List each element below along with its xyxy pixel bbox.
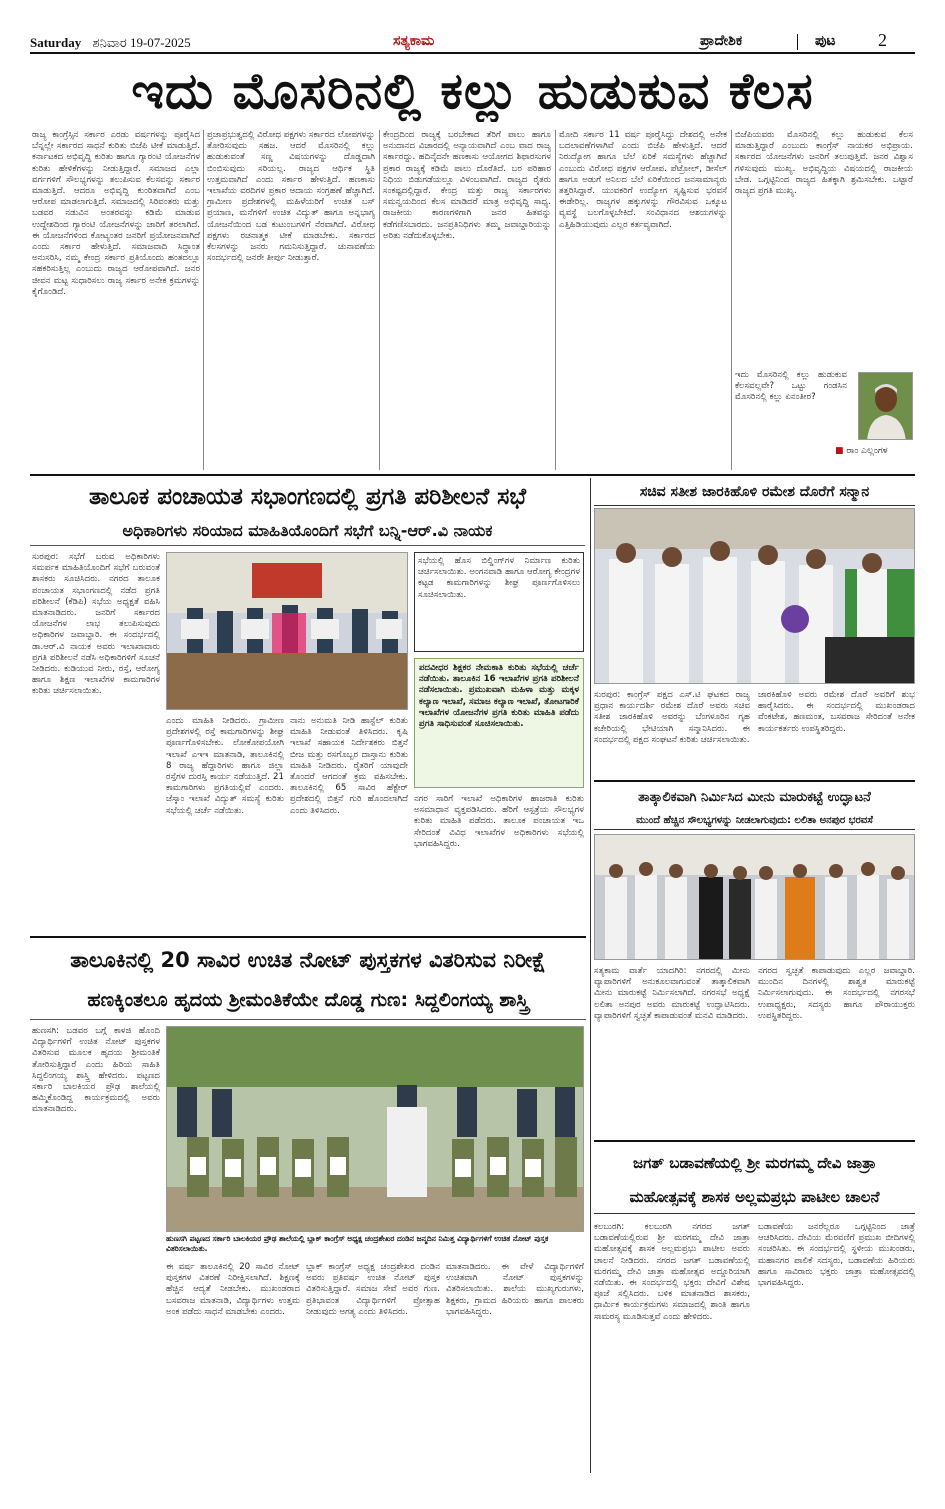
students-photo-icon — [167, 1027, 584, 1232]
story3-headline: ತಾಲೂಕಿನಲ್ಲಿ 20 ಸಾವಿರ ಉಚಿತ ನೋಟ್ ಪುಸ್ತಕಗಳ ವಿತರಿಸುವ ನಿರೀಕ್ಷೆ — [70, 948, 546, 972]
story3-column-3: ಬ್ಲಾಕ್ ಕಾಂಗ್ರೆಸ್ ಅಧ್ಯಕ್ಷ ಚಂದ್ರಶೇಖರ ದಂಡಿನ ಅವರು ಪ್ರತಿವರ್ಷ ಉಚಿತ ನೋಟ್ ಪುಸ್ತಕ ವಿತರಿಸುತ್ತಿದ್ದಾರೆ. ಸಮಾಜ ಸೇವೆ ಅವರ ಗುಣ. ಪ್ರತಿಭಾವಂತ ವಿದ್ಯಾರ್ಥಿಗಳಿಗೆ ಪ್ರೋತ್ಸಾಹ ನೀಡುವುದು ಅಗತ್ಯ ಎಂದು ತಿಳಿಸಿದರು. — [306, 1262, 440, 1317]
sidebar1-left-text: ಸುರಪುರ: ಕಾಂಗ್ರೆಸ್ ಪಕ್ಷದ ಎಸ್.ಟಿ ಘಟಕದ ರಾಜ್ಯ ಪ್ರಧಾನ ಕಾರ್ಯದರ್ಶಿ ರಮೇಶ ದೊರೆ ಅವರು ಸಚಿವ ಸತೀಶ ಜಾರಕಿಹೊಳಿ ಅವರನ್ನು ಬೆಂಗಳೂರಿನ ಗೃಹ ಕಚೇರಿಯಲ್ಲಿ ಭೇಟಿಯಾಗಿ ಸನ್ಮಾನಿಸಿದರು. ಈ ಸಂದರ್ಭದಲ್ಲಿ ಪಕ್ಷದ ಸಂಘಟನೆ ಕುರಿತು ಚರ್ಚಿಸಲಾಯಿತು. — [594, 690, 750, 745]
lead-column-3: ಕೇಂದ್ರದಿಂದ ರಾಜ್ಯಕ್ಕೆ ಬರಬೇಕಾದ ತೆರಿಗೆ ಪಾಲು ಹಾಗೂ ಅನುದಾನದ ವಿಚಾರದಲ್ಲಿ ಅನ್ಯಾಯವಾಗಿದೆ ಎಂಬ ವಾದ ರಾಜ್ಯ ಸರ್ಕಾರದ್ದು. ಹದಿನೈದನೇ ಹಣಕಾಸು ಆಯೋಗದ ಶಿಫಾರಸುಗಳ ಪ್ರಕಾರ ರಾಜ್ಯಕ್ಕೆ ಕಡಿಮೆ ಪಾಲು ದೊರೆತಿದೆ. ಬರ ಪರಿಹಾರ ನಿಧಿಯ ಬಿಡುಗಡೆಯಲ್ಲೂ ವಿಳಂಬವಾಗಿದೆ. ರಾಜ್ಯದ ರೈತರು ಸಂಕಷ್ಟದಲ್ಲಿದ್ದಾರೆ. ಕೇಂದ್ರ ಮತ್ತು ರಾಜ್ಯ ಸರ್ಕಾರಗಳು ಸಮನ್ವಯದಿಂದ ಕೆಲಸ ಮಾಡಿದರೆ ಮಾತ್ರ ಅಭಿವೃದ್ಧಿ ಸಾಧ್ಯ. ರಾಜಕೀಯ ಕಾರಣಗಳಿಗಾಗಿ ಜನರ ಹಿತವನ್ನು ಕಡೆಗಣಿಸಬಾರದು. ಜನಪ್ರತಿನಿಧಿಗಳು ತಮ್ಮ ಜವಾಬ್ದಾರಿಯನ್ನು ಅರಿತು ನಡೆದುಕೊಳ್ಳಬೇಕು. — [383, 130, 551, 241]
byline-bullet-icon: ■ — [835, 446, 844, 456]
story3-subheadline: ಹಣಕ್ಕಿಂತಲೂ ಹೃದಯ ಶ್ರೀಮಂತಿಕೆಯೇ ದೊಡ್ಡ ಗುಣ: ಸಿದ್ದಲಿಂಗಯ್ಯ ಶಾಸ್ತ್ರಿ — [30, 980, 586, 1020]
story2-column-4: ನಗರ ಸಾರಿಗೆ ಇಲಾಖೆ ಅಧಿಕಾರಿಗಳ ಹಾಜರಾತಿ ಕುರಿತು ಅಸಮಾಧಾನ ವ್ಯಕ್ತಪಡಿಸಿದರು. ಹೆರಿಗೆ ಆಸ್ಪತ್ರೆಯ ಸೌಲಭ್ಯಗಳ ಕುರಿತು ಮಾಹಿತಿ ಪಡೆದರು. ತಾಲೂಕ ಪಂಚಾಯತ ಇಒ ಸೇರಿದಂತೆ ವಿವಿಧ ಇಲಾಖೆಗಳ ಅಧಿಕಾರಿಗಳು ಸಭೆಯಲ್ಲಿ ಭಾಗವಹಿಸಿದ್ದರು. — [414, 794, 584, 849]
column-divider — [731, 130, 732, 470]
masthead-date: ಶನಿವಾರ 19-07-2025 — [92, 35, 191, 50]
author-byline — [835, 446, 915, 456]
masthead-rule — [30, 52, 915, 54]
story2-photo — [166, 552, 408, 710]
sidebar3-right-text: ಬಡಾವಣೆಯ ಜನರೆಲ್ಲರೂ ಒಗ್ಗಟ್ಟಿನಿಂದ ಜಾತ್ರೆ ಆಚರಿಸಿದರು. ದೇವಿಯ ಮೆರವಣಿಗೆ ಪ್ರಮುಖ ಬೀದಿಗಳಲ್ಲಿ ಸಂಚರಿಸಿತು. ಈ ಸಂದರ್ಭದಲ್ಲಿ ಸ್ಥಳೀಯ ಮುಖಂಡರು, ಮಹಾನಗರ ಪಾಲಿಕೆ ಸದಸ್ಯರು, ಬಡಾವಣೆಯ ಹಿರಿಯರು ಹಾಗೂ ಸಾವಿರಾರು ಭಕ್ತರು ಜಾತ್ರಾ ಮಹೋತ್ಸವದಲ್ಲಿ ಭಾಗವಹಿಸಿದ್ದರು. — [758, 1222, 915, 1289]
story3-column-2: ಈ ವರ್ಷ ತಾಲೂಕಿನಲ್ಲಿ 20 ಸಾವಿರ ನೋಟ್ ಪುಸ್ತಕಗಳ ವಿತರಣೆ ನಿರೀಕ್ಷಿಸಲಾಗಿದೆ. ಶಿಕ್ಷಣಕ್ಕೆ ಹೆಚ್ಚಿನ ಆದ್ಯತೆ ನೀಡಬೇಕು. ಮುಖಂಡರಾದ ಬಸವರಾಜ ಮಾತನಾಡಿ, ವಿದ್ಯಾರ್ಥಿಗಳು ಉತ್ತಮ ಅಂಕ ಪಡೆದು ಸಾಧನೆ ಮಾಡಬೇಕು ಎಂದರು. — [166, 1262, 300, 1317]
sidebar1-title: ಸಚಿವ ಸತೀಶ ಜಾರಕಿಹೊಳಿ ರಮೇಶ ದೊರೆಗೆ ಸನ್ಮಾನ — [594, 478, 915, 506]
sidebar2-photo — [594, 834, 915, 960]
sidebar3-title-line2: ಮಹೋತ್ಸವಕ್ಕೆ ಶಾಸಕ ಅಲ್ಲಮಪ್ರಭು ಪಾಟೀಲ ಚಾಲನೆ — [594, 1180, 915, 1214]
masthead-divider — [797, 34, 798, 50]
column-divider — [203, 130, 204, 470]
masthead-logo: ಸತ್ಯಕಾಮ — [393, 33, 435, 49]
section-rule — [30, 474, 915, 476]
author-portrait-icon — [859, 373, 913, 440]
lead-column-2: ಪ್ರಜಾಪ್ರಭುತ್ವದಲ್ಲಿ ವಿರೋಧ ಪಕ್ಷಗಳು ಸರ್ಕಾರದ ಲೋಪಗಳನ್ನು ತೋರಿಸುವುದು ಸಹಜ. ಆದರೆ ಮೊಸರಿನಲ್ಲಿ ಕಲ್ಲು ಹುಡುಕುವಂತೆ ಸಣ್ಣ ವಿಷಯಗಳನ್ನು ದೊಡ್ಡದಾಗಿ ಬಿಂಬಿಸುವುದು ಸರಿಯಲ್ಲ. ರಾಜ್ಯದ ಆರ್ಥಿಕ ಸ್ಥಿತಿ ಉತ್ತಮವಾಗಿದೆ ಎಂದು ಸರ್ಕಾರ ಹೇಳುತ್ತಿದೆ. ಹಣಕಾಸು ಇಲಾಖೆಯ ವರದಿಗಳ ಪ್ರಕಾರ ಆದಾಯ ಸಂಗ್ರಹಣೆ ಹೆಚ್ಚಾಗಿದೆ. ಗ್ರಾಮೀಣ ಪ್ರದೇಶಗಳಲ್ಲಿ ಮಹಿಳೆಯರಿಗೆ ಉಚಿತ ಬಸ್ ಪ್ರಯಾಣ, ಮನೆಗಳಿಗೆ ಉಚಿತ ವಿದ್ಯುತ್ ಹಾಗೂ ಅನ್ನಭಾಗ್ಯ ಯೋಜನೆಯಿಂದ ಬಡ ಕುಟುಂಬಗಳಿಗೆ ನೆರವಾಗಿದೆ. ವಿರೋಧ ಪಕ್ಷಗಳು ರಚನಾತ್ಮಕ ಟೀಕೆ ಮಾಡಬೇಕು. ಸರ್ಕಾರದ ಕೆಲಸಗಳನ್ನು ಜನರು ಗಮನಿಸುತ್ತಿದ್ದಾರೆ. ಚುನಾವಣೆಯ ಸಂದರ್ಭದಲ್ಲಿ ಜನರೇ ತೀರ್ಪು ನೀಡುತ್ತಾರೆ. — [207, 130, 375, 264]
sidebar2-right-text: ನಗರದ ಸ್ವಚ್ಛತೆ ಕಾಪಾಡುವುದು ಎಲ್ಲರ ಜವಾಬ್ದಾರಿ. ಮುಂದಿನ ದಿನಗಳಲ್ಲಿ ಶಾಶ್ವತ ಮಾರುಕಟ್ಟೆ ನಿರ್ಮಿಸಲಾಗುವುದು. ಈ ಸಂದರ್ಭದಲ್ಲಿ ನಗರಸಭೆ ಉಪಾಧ್ಯಕ್ಷರು, ಸದಸ್ಯರು ಹಾಗೂ ಪೌರಾಯುಕ್ತರು ಉಪಸ್ಥಿತರಿದ್ದರು. — [758, 966, 915, 1021]
felicitation-photo-icon — [595, 509, 915, 684]
story2-headline: ತಾಲೂಕ ಪಂಚಾಯತ ಸಭಾಂಗಣದಲ್ಲಿ ಪ್ರಗತಿ ಪರಿಶೀಲನೆ ಸಭೆ — [88, 484, 527, 510]
market-opening-photo-icon — [595, 835, 915, 960]
story2-column-2: ಎಂದು ಮಾಹಿತಿ ನೀಡಿದರು. ಗ್ರಾಮೀಣ ಪ್ರದೇಶಗಳಲ್ಲಿ ರಸ್ತೆ ಕಾಮಗಾರಿಗಳನ್ನು ಶೀಘ್ರ ಪೂರ್ಣಗೊಳಿಸಬೇಕು. ಲೋಕೋಪಯೋಗಿ ಇಲಾಖೆ ಎಇಇ ಮಾತನಾಡಿ, ತಾಲೂಕಿನಲ್ಲಿ 8 ರಾಜ್ಯ ಹೆದ್ದಾರಿಗಳು ಹಾಗೂ ಜಿಲ್ಲಾ ರಸ್ತೆಗಳ ದುರಸ್ತಿ ಕಾರ್ಯ ನಡೆಯುತ್ತಿದೆ. 21 ಕಾಮಗಾರಿಗಳು ಪ್ರಗತಿಯಲ್ಲಿವೆ ಎಂದರು. ಜೆಸ್ಕಾಂ ಇಲಾಖೆ ವಿದ್ಯುತ್ ಸಮಸ್ಯೆ ಕುರಿತು ಸಭೆಯಲ್ಲಿ ಚರ್ಚೆ ನಡೆಯಿತು. — [166, 716, 284, 816]
sidebar1-right-text: ಜಾರಕಿಹೊಳಿ ಅವರು ರಮೇಶ ದೊರೆ ಅವರಿಗೆ ಶುಭ ಹಾರೈಸಿದರು. ಈ ಸಂದರ್ಭದಲ್ಲಿ ಮುಖಂಡರಾದ ವೆಂಕಟೇಶ, ಹಣಮಂತ, ಬಸವರಾಜ ಸೇರಿದಂತೆ ಅನೇಕ ಕಾರ್ಯಕರ್ತರು ಉಪಸ್ಥಿತರಿದ್ದರು. — [758, 690, 915, 734]
lead-column-4: ಮೋದಿ ಸರ್ಕಾರ 11 ವರ್ಷ ಪೂರೈಸಿದ್ದು ದೇಶದಲ್ಲಿ ಅನೇಕ ಬದಲಾವಣೆಗಳಾಗಿವೆ ಎಂದು ಬಿಜೆಪಿ ಹೇಳುತ್ತಿದೆ. ಆದರೆ ನಿರುದ್ಯೋಗ ಹಾಗೂ ಬೆಲೆ ಏರಿಕೆ ಸಮಸ್ಯೆಗಳು ಹೆಚ್ಚಾಗಿವೆ ಎಂಬುದು ವಿರೋಧ ಪಕ್ಷಗಳ ಆರೋಪ. ಪೆಟ್ರೋಲ್, ಡೀಸೆಲ್ ಹಾಗೂ ಅಡುಗೆ ಅನಿಲದ ಬೆಲೆ ಏರಿಕೆಯಿಂದ ಜನಸಾಮಾನ್ಯರು ತತ್ತರಿಸಿದ್ದಾರೆ. ಯುವಕರಿಗೆ ಉದ್ಯೋಗ ಸೃಷ್ಟಿಸುವ ಭರವಸೆ ಈಡೇರಿಲ್ಲ. ರಾಜ್ಯಗಳ ಹಕ್ಕುಗಳನ್ನು ಗೌರವಿಸುವ ಒಕ್ಕೂಟ ವ್ಯವಸ್ಥೆ ಬಲಗೊಳ್ಳಬೇಕಿದೆ. ಸಂವಿಧಾನದ ಆಶಯಗಳನ್ನು ಎತ್ತಿಹಿಡಿಯುವುದು ಎಲ್ಲರ ಕರ್ತವ್ಯವಾಗಿದೆ. — [559, 130, 727, 230]
story2-green-box: ಪದವೀಧರ ಶಿಕ್ಷಕರ ನೇಮಕಾತಿ ಕುರಿತು ಸಭೆಯಲ್ಲಿ ಚರ್ಚೆ ನಡೆಯಿತು. ತಾಲೂಕಿನ 16 ಇಲಾಖೆಗಳ ಪ್ರಗತಿ ಪರಿಶೀಲನೆ ನಡೆಸಲಾಯಿತು. ಪ್ರಮುಖವಾಗಿ ಮಹಿಳಾ ಮತ್ತು ಮಕ್ಕಳ ಕಲ್ಯಾಣ ಇಲಾಖೆ, ಸಮಾಜ ಕಲ್ಯಾಣ ಇಲಾಖೆ, ತೋಟಗಾರಿಕೆ ಇಲಾಖೆಗಳ ಯೋಜನೆಗಳ ಪ್ರಗತಿ ಕುರಿತು ಮಾಹಿತಿ ಪಡೆದು ಪ್ರಗತಿ ಸಾಧಿಸುವಂತೆ ಸೂಚಿಸಲಾಯಿತು. — [414, 658, 584, 788]
sidebar2-left-text: ಸತ್ಯಕಾಮ ವಾರ್ತೆ ಯಾದಗಿರಿ: ನಗರದಲ್ಲಿ ಮೀನು ವ್ಯಾಪಾರಿಗಳಿಗೆ ಅನುಕೂಲವಾಗುವಂತೆ ತಾತ್ಕಾಲಿಕವಾಗಿ ಮೀನು ಮಾರುಕಟ್ಟೆ ನಿರ್ಮಿಸಲಾಗಿದೆ. ನಗರಸಭೆ ಅಧ್ಯಕ್ಷೆ ಲಲಿತಾ ಅನಪುರ ಅವರು ಮಾರುಕಟ್ಟೆ ಉದ್ಘಾಟಿಸಿದರು. ವ್ಯಾಪಾರಿಗಳಿಗೆ ಸ್ವಚ್ಛತೆ ಕಾಪಾಡುವಂತೆ ಮನವಿ ಮಾಡಿದರು. — [594, 966, 750, 1021]
masthead-day: Saturday — [30, 35, 82, 50]
story3-rule — [30, 936, 586, 938]
sidebar-divider — [590, 478, 591, 1473]
sidebar3-title-line1: ಜಗತ್ ಬಡಾವಣೆಯಲ್ಲಿ ಶ್ರೀ ಮರಗಮ್ಮ ದೇವಿ ಜಾತ್ರಾ — [594, 1146, 915, 1180]
author-name: ರಾಂ ಎಲ್ಲಂಗಳ — [846, 446, 888, 456]
story2-subheadline: ಅಧಿಕಾರಿಗಳು ಸರಿಯಾದ ಮಾಹಿತಿಯೊಂದಿಗೆ ಸಭೆಗೆ ಬನ್ನಿ-ಆರ್.ವಿ ನಾಯಕ — [30, 516, 585, 546]
masthead-page-number: 2 — [878, 30, 887, 50]
story2-bulletin: ಸಭೆಯಲ್ಲಿ ಹೊಸ ಬಿಲ್ಡಿಂಗ್‌ಗಳ ನಿರ್ಮಾಣ ಕುರಿತು ಚರ್ಚಿಸಲಾಯಿತು. ಅಂಗನವಾಡಿ ಹಾಗೂ ಆರೋಗ್ಯ ಕೇಂದ್ರಗಳ ಕಟ್ಟಡ ಕಾಮಗಾರಿಗಳನ್ನು ಶೀಘ್ರ ಪೂರ್ಣಗೊಳಿಸಲು ಸೂಚಿಸಲಾಯಿತು. — [414, 552, 584, 652]
lead-headline: ಇದು ಮೊಸರಿನಲ್ಲಿ ಕಲ್ಲು ಹುಡುಕುವ ಕೆಲಸ — [131, 62, 814, 120]
masthead-page-label: ಪುಟ — [815, 33, 836, 49]
masthead-section: ಪ್ರಾದೇಶಿಕ — [700, 33, 743, 49]
sidebar1-photo — [594, 508, 915, 684]
lead-column-1: ರಾಜ್ಯ ಕಾಂಗ್ರೆಸ್ಸಿನ ಸರ್ಕಾರ ಎರಡು ವರ್ಷಗಳನ್ನು ಪೂರೈಸಿದ ಬೆನ್ನಲ್ಲೇ ಸರ್ಕಾರದ ಸಾಧನೆ ಕುರಿತು ಬಿಜೆಪಿ ಟೀಕೆ ಮಾಡುತ್ತಿದೆ. ಕರ್ನಾಟಕದ ಅಭಿವೃದ್ಧಿ ಕುರಿತು ಹಾಗೂ ಗ್ಯಾರಂಟಿ ಯೋಜನೆಗಳ ಕುರಿತು ಹೇಳಿಕೆಗಳನ್ನು ನೀಡುತ್ತಿದ್ದಾರೆ. ಸಮಾಜದ ಎಲ್ಲಾ ವರ್ಗಗಳಿಗೆ ಸೌಲಭ್ಯಗಳನ್ನು ತಲುಪಿಸುವ ಕೆಲಸವನ್ನು ಸರ್ಕಾರ ಮಾಡುತ್ತಿದೆ. ಆದರೂ ಅಭಿವೃದ್ಧಿ ಕುಂಠಿತವಾಗಿದೆ ಎಂಬ ಆರೋಪ ಮಾಡಲಾಗುತ್ತಿದೆ. ಸಮಾಜದಲ್ಲಿ ಸಿರಿವಂತರು ಮತ್ತು ಬಡವರ ನಡುವಿನ ಅಂತರವನ್ನು ಕಡಿಮೆ ಮಾಡುವ ಉದ್ದೇಶದಿಂದ ಗ್ಯಾರಂಟಿ ಯೋಜನೆಗಳನ್ನು ಜಾರಿಗೆ ತರಲಾಗಿದೆ. ಈ ಯೋಜನೆಗಳಿಂದ ಕೋಟ್ಯಂತರ ಜನರಿಗೆ ಪ್ರಯೋಜನವಾಗಿದೆ ಎಂದು ಸರ್ಕಾರ ಹೇಳುತ್ತಿದೆ. ಸಮಾಜವಾದಿ ಸಿದ್ಧಾಂತ ಅನುಸರಿಸಿ, ನಮ್ಮ ಕೇಂದ್ರ ಸರ್ಕಾರ ಪ್ರತಿಯೊಂದು ಹಂತದಲ್ಲೂ ಸಹಕರಿಸುತ್ತಿಲ್ಲ ಎಂಬುದು ರಾಜ್ಯದ ಆರೋಪವಾಗಿದೆ. ಜನರ ಜೀವನ ಮಟ್ಟ ಸುಧಾರಿಸಲು ರಾಜ್ಯ ಸರ್ಕಾರ ಅನೇಕ ಕ್ರಮಗಳನ್ನು ಕೈಗೊಂಡಿದೆ. — [32, 130, 200, 297]
lead-column-5: ಬಿಜೆಪಿಯವರು ಮೊಸರಿನಲ್ಲಿ ಕಲ್ಲು ಹುಡುಕುವ ಕೆಲಸ ಮಾಡುತ್ತಿದ್ದಾರೆ ಎಂಬುದು ಕಾಂಗ್ರೆಸ್ ನಾಯಕರ ಅಭಿಪ್ರಾಯ. ಸರ್ಕಾರದ ಯೋಜನೆಗಳು ಜನರಿಗೆ ತಲುಪುತ್ತಿವೆ. ಜನರ ವಿಶ್ವಾಸ ಗಳಿಸುವುದು ಮುಖ್ಯ. ಅಭಿವೃದ್ಧಿಯ ವಿಷಯದಲ್ಲಿ ರಾಜಕೀಯ ಬೇಡ. ಒಗ್ಗಟ್ಟಿನಿಂದ ರಾಜ್ಯದ ಹಿತಕ್ಕಾಗಿ ಶ್ರಮಿಸಬೇಕು. ಒಟ್ಟಾರೆ ರಾಜ್ಯದ ಪ್ರಗತಿ ಮುಖ್ಯ. — [735, 130, 913, 197]
sidebar2-subtitle: ಮುಂದೆ ಹೆಚ್ಚಿನ ಸೌಲಭ್ಯಗಳನ್ನು ನೀಡಲಾಗುವುದು: ಲಲಿತಾ ಅನಪುರ ಭರವಸೆ — [594, 812, 915, 830]
story3-photo — [166, 1026, 584, 1232]
story3-column-1: ಹುಣಸಗಿ: ಬಡವರ ಬಗ್ಗೆ ಕಾಳಜಿ ಹೊಂದಿ ವಿದ್ಯಾರ್ಥಿಗಳಿಗೆ ಉಚಿತ ನೋಟ್ ಪುಸ್ತಕಗಳ ವಿತರಿಸುವ ಮೂಲಕ ಹೃದಯ ಶ್ರೀಮಂತಿಕೆ ತೋರಿಸುತ್ತಿದ್ದಾರೆ ಎಂದು ಹಿರಿಯ ಸಾಹಿತಿ ಸಿದ್ದಲಿಂಗಯ್ಯ ಶಾಸ್ತ್ರಿ ಹೇಳಿದರು. ಪಟ್ಟಣದ ಸರ್ಕಾರಿ ಬಾಲಕಿಯರ ಪ್ರೌಢ ಶಾಲೆಯಲ್ಲಿ ಹಮ್ಮಿಕೊಂಡಿದ್ದ ಕಾರ್ಯಕ್ರಮದಲ್ಲಿ ಅವರು ಮಾತನಾಡಿದರು. — [32, 1026, 160, 1115]
column-divider — [379, 130, 380, 470]
story3-column-4: ಮಾತನಾಡಿದರು. ಈ ವೇಳೆ ವಿದ್ಯಾರ್ಥಿಗಳಿಗೆ ಉಚಿತವಾಗಿ ನೋಟ್ ಪುಸ್ತಕಗಳನ್ನು ವಿತರಿಸಲಾಯಿತು. ಶಾಲೆಯ ಮುಖ್ಯಗುರುಗಳು, ಶಿಕ್ಷಕರು, ಗ್ರಾಮದ ಹಿರಿಯರು ಹಾಗೂ ಪಾಲಕರು ಭಾಗವಹಿಸಿದ್ದರು. — [446, 1262, 584, 1317]
lead-closing-question: ಇದು ಮೊಸರಿನಲ್ಲಿ ಕಲ್ಲು ಹುಡುಕುವ ಕೆಲಸವಲ್ಲವೇ? ಒಟ್ಟು ಗಂಡಸಿನ ಮೊಸರಿನಲ್ಲಿ ಕಲ್ಲು ಏನಂತೀರ? — [735, 370, 847, 403]
sidebar2-title: ತಾತ್ಕಾಲಿಕವಾಗಿ ನಿರ್ಮಿಸಿದ ಮೀನು ಮಾರುಕಟ್ಟೆ ಉದ್ಘಾಟನೆ — [594, 784, 915, 812]
sidebar3-rule — [594, 1140, 915, 1142]
sidebar1-rule — [594, 780, 915, 782]
story2-column-3: ನಾನು ಅನುಮತಿ ನೀಡಿ ಹಾಸ್ಟೆಲ್ ಕುರಿತು ಮಾಹಿತಿ ನೀಡುವಂತೆ ತಿಳಿಸಿದರು. ಕೃಷಿ ಇಲಾಖೆ ಸಹಾಯಕ ನಿರ್ದೇಶಕರು ಬಿತ್ತನೆ ಬೀಜ ಮತ್ತು ರಸಗೊಬ್ಬರ ದಾಸ್ತಾನು ಕುರಿತು ಮಾಹಿತಿ ನೀಡಿದರು. ರೈತರಿಗೆ ಯಾವುದೇ ತೊಂದರೆ ಆಗದಂತೆ ಕ್ರಮ ವಹಿಸಬೇಕು. ತಾಲೂಕಿನಲ್ಲಿ 65 ಸಾವಿರ ಹೆಕ್ಟೇರ್ ಪ್ರದೇಶದಲ್ಲಿ ಬಿತ್ತನೆ ಗುರಿ ಹೊಂದಲಾಗಿದೆ ಎಂದು ತಿಳಿಸಿದರು. — [290, 716, 408, 816]
sidebar3-left-text: ಕಲಬುರಗಿ: ಕಲಬುರಗಿ ನಗರದ ಜಗತ್ ಬಡಾವಣೆಯಲ್ಲಿರುವ ಶ್ರೀ ಮರಗಮ್ಮ ದೇವಿ ಜಾತ್ರಾ ಮಹೋತ್ಸವಕ್ಕೆ ಶಾಸಕ ಅಲ್ಲಮಪ್ರಭು ಪಾಟೀಲ ಅವರು ಚಾಲನೆ ನೀಡಿದರು. ನಗರದ ಜಗತ್ ಬಡಾವಣೆಯಲ್ಲಿ ಮರಗಮ್ಮ ದೇವಿ ಜಾತ್ರಾ ಮಹೋತ್ಸವ ಅದ್ದೂರಿಯಾಗಿ ನಡೆಯಿತು. ಈ ಸಂದರ್ಭದಲ್ಲಿ ಭಕ್ತರು ದೇವಿಗೆ ವಿಶೇಷ ಪೂಜೆ ಸಲ್ಲಿಸಿದರು. ಬಳಿಕ ಮಾತನಾಡಿದ ಶಾಸಕರು, ಧಾರ್ಮಿಕ ಕಾರ್ಯಕ್ರಮಗಳು ಸಮಾಜದಲ್ಲಿ ಶಾಂತಿ ಹಾಗೂ ಸಾಮರಸ್ಯ ಮೂಡಿಸುತ್ತವೆ ಎಂದು ಹೇಳಿದರು. — [594, 1222, 750, 1322]
story3-photo-caption: ಹುಣಸಗಿ ಪಟ್ಟಣದ ಸರ್ಕಾರಿ ಬಾಲಕಿಯರ ಪ್ರೌಢ ಶಾಲೆಯಲ್ಲಿ ಬ್ಲಾಕ್ ಕಾಂಗ್ರೆಸ್ ಅಧ್ಯಕ್ಷ ಚಂದ್ರಶೇಖರ ದಂಡಿನ ಜನ್ಮದಿನ ನಿಮಿತ್ತ ವಿದ್ಯಾರ್ಥಿಗಳಿಗೆ ಉಚಿತ ನೋಟ್ ಪುಸ್ತಕ ವಿತರಿಸಲಾಯಿತು. — [166, 1234, 549, 1253]
column-divider — [555, 130, 556, 470]
meeting-photo-icon — [167, 553, 408, 710]
story2-column-1: ಸುರಪುರ: ಸಭೆಗೆ ಬರುವ ಅಧಿಕಾರಿಗಳು ಸಮರ್ಪಕ ಮಾಹಿತಿಯೊಂದಿಗೆ ಸಭೆಗೆ ಬರುವಂತೆ ಶಾಸಕರು ಸೂಚಿಸಿದರು. ನಗರದ ತಾಲೂಕ ಪಂಚಾಯತ ಸಭಾಂಗಣದಲ್ಲಿ ನಡೆದ ಪ್ರಗತಿ ಪರಿಶೀಲನೆ (ಕೆಡಿಪಿ) ಸಭೆಯ ಅಧ್ಯಕ್ಷತೆ ವಹಿಸಿ ಮಾತನಾಡಿದರು. ಜನರಿಗೆ ಸರ್ಕಾರದ ಯೋಜನೆಗಳ ಲಾಭ ತಲುಪಿಸುವುದು ಅಧಿಕಾರಿಗಳ ಜವಾಬ್ದಾರಿ. ಈ ಸಂದರ್ಭದಲ್ಲಿ ಡಾ.ಆರ್.ವಿ ನಾಯಕ ಅವರು ಇಲಾಖಾವಾರು ಪ್ರಗತಿ ಪರಿಶೀಲನೆ ನಡೆಸಿ ಅಧಿಕಾರಿಗಳಿಗೆ ಸೂಚನೆ ನೀಡಿದರು. ಕುಡಿಯುವ ನೀರು, ರಸ್ತೆ, ಆರೋಗ್ಯ ಹಾಗೂ ಶಿಕ್ಷಣ ಇಲಾಖೆಗಳ ಕಾಮಗಾರಿಗಳ ಕುರಿತು ಚರ್ಚಿಸಲಾಯಿತು. — [32, 552, 160, 697]
masthead-date-line — [30, 35, 191, 51]
author-photo — [858, 372, 913, 440]
